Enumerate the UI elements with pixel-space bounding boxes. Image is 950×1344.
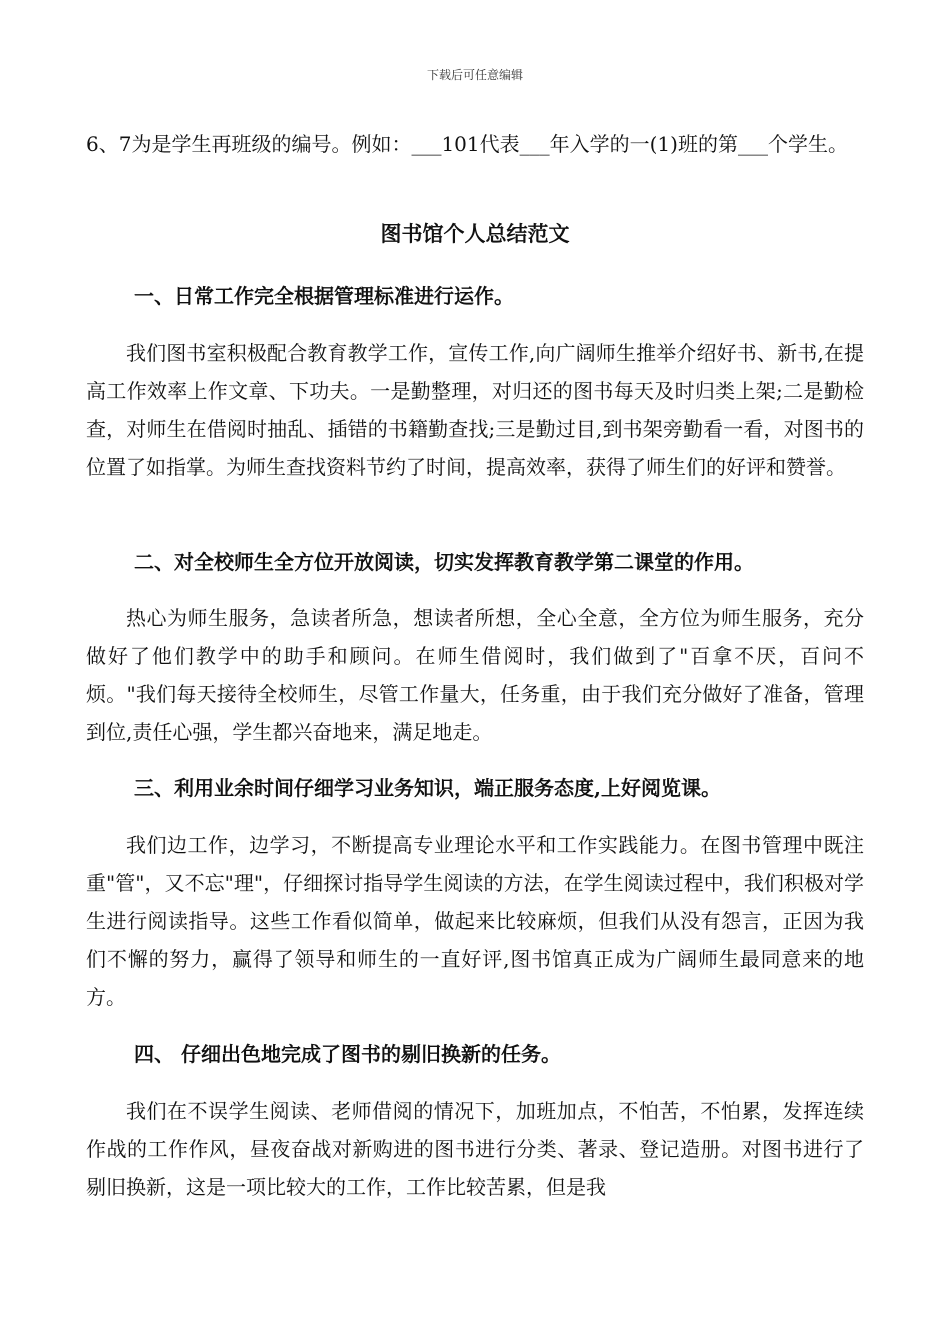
section-body-2: 热心为师生服务，急读者所急，想读者所想，全心全意，全方位为师生服务，充分做好了他们教学中的助手和顾问。在师生借阅时，我们做到了"百拿不厌，百问不烦。"我们每天接待全校师生，尽管工作量大，任务重，由于我们充分做好了准备，管理到位,责任心强，学生都兴奋地来，满足地走。 — [86, 606, 864, 744]
page-header: 下载后可任意编辑 — [426, 68, 523, 82]
section-body-4: 我们在不误学生阅读、老师借阅的情况下，加班加点，不怕苦，不怕累，发挥连续作战的工作作风，昼夜奋战对新购进的图书进行分类、著录、登记造册。对图书进行了剔旧换新，这是一项比较大的工作，工作比较苦累，但是我 — [86, 1099, 864, 1199]
section-heading-2: 二、对全校师生全方位开放阅读，切实发挥教育教学第二课堂的作用。 — [134, 550, 754, 574]
section-heading-4: 四、 仔细出色地完成了图书的剔旧换新的任务。 — [134, 1042, 561, 1066]
section-body-3: 我们边工作，边学习，不断提高专业理论水平和工作实践能力。在图书管理中既注重"管"，又不忘"理"，仔细探讨指导学生阅读的方法，在学生阅读过程中，我们积极对学生进行阅读指导。这些工作看似简单，做起来比较麻烦，但我们从没有怨言，正因为我们不懈的努力，赢得了领导和师生的一直好评,图书馆真正成为广阔师生最同意来的地方。 — [86, 833, 864, 1009]
section-heading-3: 三、利用业余时间仔细学习业务知识，端正服务态度,上好阅览课。 — [134, 776, 721, 800]
section-heading-1: 一、日常工作完全根据管理标准进行运作。 — [134, 284, 514, 308]
document-title: 图书馆个人总结范文 — [380, 221, 570, 246]
intro-paragraph: 6、7为是学生再班级的编号。例如：___101代表___年入学的一(1)班的第___个学生。 — [86, 132, 848, 156]
section-body-1: 我们图书室积极配合教育教学工作，宣传工作,向广阔师生推举介绍好书、新书,在提高工作效率上作文章、下功夫。一是勤整理，对归还的图书每天及时归类上架;二是勤检查，对师生在借阅时抽乱、插错的书籍勤查找;三是勤过目,到书架旁勤看一看，对图书的位置了如指掌。为师生查找资料节约了时间，提高效率，获得了师生们的好评和赞誉。 — [86, 341, 864, 479]
